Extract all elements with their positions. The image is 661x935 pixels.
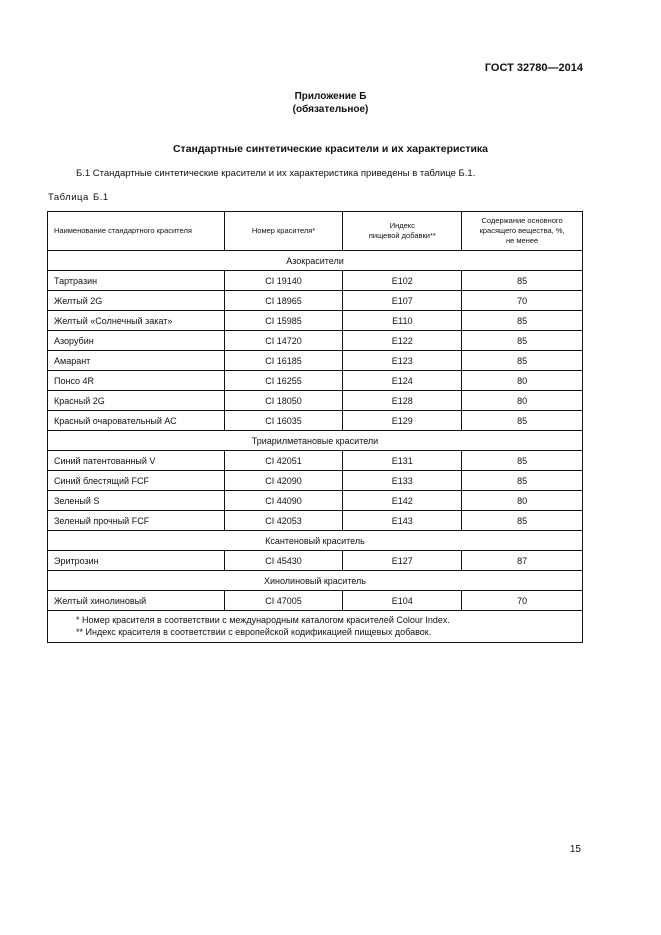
cell-ci: CI 42053 bbox=[224, 511, 343, 531]
cell-content: 85 bbox=[462, 331, 583, 351]
standard-number: ГОСТ 32780—2014 bbox=[484, 62, 583, 74]
cell-content: 85 bbox=[462, 271, 583, 291]
cell-ci: CI 47005 bbox=[224, 591, 343, 611]
cell-content: 70 bbox=[462, 591, 583, 611]
cell-name: Синий патентованный V bbox=[48, 451, 225, 471]
note-e-index: ** Индекс красителя в соответствии с европейской кодификацией пищевых добавок. bbox=[76, 627, 432, 637]
cell-ci: CI 16035 bbox=[224, 411, 343, 431]
table-notes bbox=[48, 611, 583, 643]
group-row bbox=[48, 531, 583, 551]
header-e-index bbox=[343, 212, 462, 251]
cell-e-index: E104 bbox=[343, 591, 462, 611]
group-row bbox=[48, 251, 583, 271]
header-ci: Номер красителя* bbox=[224, 212, 343, 251]
cell-ci: CI 44090 bbox=[224, 491, 343, 511]
group-title: Триарилметановые красители bbox=[48, 431, 583, 451]
header-content bbox=[462, 212, 583, 251]
cell-name: Желтый хинолиновый bbox=[48, 591, 225, 611]
cell-e-index: E124 bbox=[343, 371, 462, 391]
cell-e-index: E131 bbox=[343, 451, 462, 471]
group-title: Хинолиновый краситель bbox=[48, 571, 583, 591]
cell-name: Зеленый прочный FCF bbox=[48, 511, 225, 531]
group-row bbox=[48, 571, 583, 591]
header-e-index-line-1: Индекс bbox=[389, 221, 415, 230]
cell-name: Красный очаровательный АС bbox=[48, 411, 225, 431]
table-row bbox=[48, 471, 583, 491]
cell-name: Желтый 2G bbox=[48, 291, 225, 311]
table-row bbox=[48, 371, 583, 391]
cell-e-index: E107 bbox=[343, 291, 462, 311]
cell-content: 85 bbox=[462, 471, 583, 491]
cell-e-index: E102 bbox=[343, 271, 462, 291]
group-title: Азокрасители bbox=[48, 251, 583, 271]
cell-content: 85 bbox=[462, 511, 583, 531]
cell-e-index: E143 bbox=[343, 511, 462, 531]
table-row bbox=[48, 271, 583, 291]
page-number: 15 bbox=[569, 844, 581, 855]
table-row bbox=[48, 331, 583, 351]
table-header-row bbox=[48, 212, 583, 251]
table-row bbox=[48, 491, 583, 511]
table-body bbox=[48, 251, 583, 611]
annex-status: (обязательное) bbox=[292, 104, 369, 115]
cell-name: Понсо 4R bbox=[48, 371, 225, 391]
cell-name: Эритрозин bbox=[48, 551, 225, 571]
cell-name: Амарант bbox=[48, 351, 225, 371]
cell-content: 80 bbox=[462, 491, 583, 511]
cell-ci: CI 14720 bbox=[224, 331, 343, 351]
cell-content: 85 bbox=[462, 351, 583, 371]
cell-name: Азорубин bbox=[48, 331, 225, 351]
cell-ci: CI 42051 bbox=[224, 451, 343, 471]
cell-ci: CI 16185 bbox=[224, 351, 343, 371]
cell-e-index: E122 bbox=[343, 331, 462, 351]
cell-e-index: E128 bbox=[343, 391, 462, 411]
cell-e-index: E142 bbox=[343, 491, 462, 511]
annex-title: Приложение Б bbox=[294, 91, 367, 102]
table-caption-number: Б.1 bbox=[93, 192, 109, 203]
cell-name: Желтый «Солнечный закат» bbox=[48, 311, 225, 331]
cell-content: 85 bbox=[462, 411, 583, 431]
intro-paragraph: Б.1 Стандартные синтетические красители и их характеристика приведены в таблице Б.1. bbox=[76, 168, 476, 179]
cell-content: 70 bbox=[462, 291, 583, 311]
cell-ci: CI 16255 bbox=[224, 371, 343, 391]
table-row bbox=[48, 391, 583, 411]
header-content-line-2: красящего вещества, %, bbox=[479, 226, 565, 235]
cell-content: 87 bbox=[462, 551, 583, 571]
cell-content: 85 bbox=[462, 451, 583, 471]
table-row bbox=[48, 451, 583, 471]
header-e-index-line-2: пищевой добавки** bbox=[368, 231, 436, 240]
table-caption bbox=[48, 192, 109, 203]
annex-heading bbox=[0, 90, 661, 116]
dyes-table bbox=[47, 211, 583, 643]
cell-e-index: E133 bbox=[343, 471, 462, 491]
table-row bbox=[48, 351, 583, 371]
cell-e-index: E110 bbox=[343, 311, 462, 331]
cell-name: Тартразин bbox=[48, 271, 225, 291]
table-row bbox=[48, 551, 583, 571]
table-caption-word: Таблица bbox=[48, 192, 89, 203]
cell-name: Зеленый S bbox=[48, 491, 225, 511]
table-row bbox=[48, 291, 583, 311]
group-title: Ксантеновый краситель bbox=[48, 531, 583, 551]
table-row bbox=[48, 591, 583, 611]
table-notes-row bbox=[48, 611, 583, 643]
header-name: Наименование стандартного красителя bbox=[48, 212, 225, 251]
note-ci: * Номер красителя в соответствии с международным каталогом красителей Colour Index. bbox=[76, 615, 450, 625]
header-content-line-1: Содержание основного bbox=[481, 216, 563, 225]
section-title: Стандартные синтетические красители и их характеристика bbox=[172, 143, 489, 155]
cell-ci: CI 18965 bbox=[224, 291, 343, 311]
cell-content: 85 bbox=[462, 311, 583, 331]
cell-ci: CI 15985 bbox=[224, 311, 343, 331]
group-row bbox=[48, 431, 583, 451]
cell-e-index: E127 bbox=[343, 551, 462, 571]
cell-ci: CI 19140 bbox=[224, 271, 343, 291]
cell-name: Красный 2G bbox=[48, 391, 225, 411]
cell-ci: CI 42090 bbox=[224, 471, 343, 491]
cell-ci: CI 18050 bbox=[224, 391, 343, 411]
table-row bbox=[48, 311, 583, 331]
cell-e-index: E123 bbox=[343, 351, 462, 371]
table-row bbox=[48, 511, 583, 531]
cell-e-index: E129 bbox=[343, 411, 462, 431]
cell-ci: CI 45430 bbox=[224, 551, 343, 571]
cell-name: Синий блестящий FCF bbox=[48, 471, 225, 491]
header-content-line-3: не менее bbox=[505, 236, 539, 245]
table-row bbox=[48, 411, 583, 431]
cell-content: 80 bbox=[462, 371, 583, 391]
cell-content: 80 bbox=[462, 391, 583, 411]
